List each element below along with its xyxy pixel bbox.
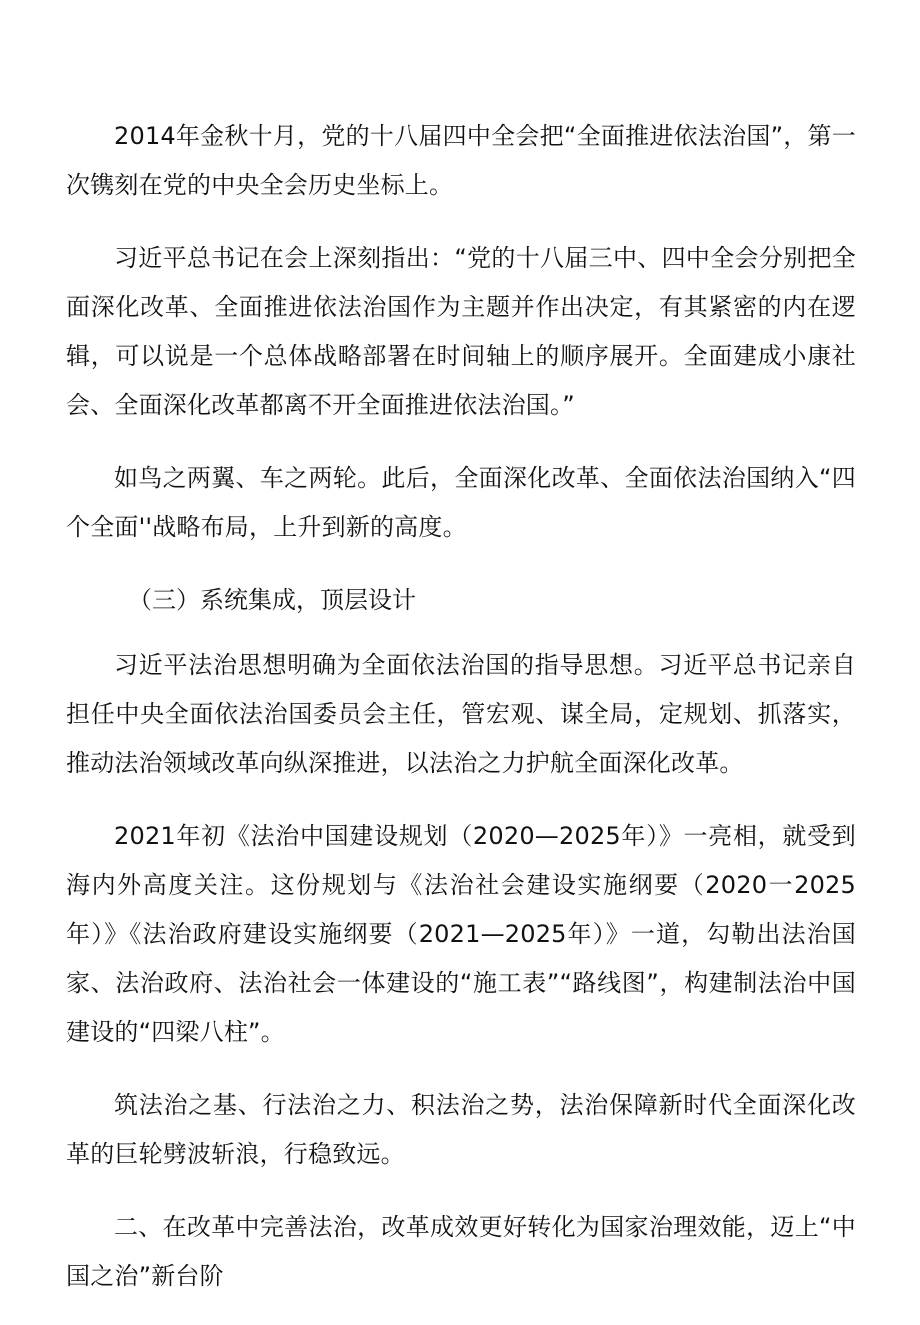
paragraph-rule-of-law-thought: 习近平法治思想明确为全面依法治国的指导思想。习近平总书记亲自担任中央全面依法治国委员会主任，管宏观、谋全局，定规划、抓落实，推动法治领域改革向纵深推进，以法治之力护航全面深化改革。 [66, 651, 856, 777]
paragraph-two-wings: 如鸟之两翼、车之两轮。此后，全面深化改革、全面依法治国纳入“四个全面''战略布局，上升到新的高度。 [66, 464, 856, 541]
section-heading-two: 二、在改革中完善法治，改革成效更好转化为国家治理效能，迈上“中国之治”新台阶 [66, 1213, 856, 1290]
paragraph-2021-plan: 2021年初《法治中国建设规划（2020—2025年）》一亮相，就受到海内外高度关注。这份规划与《法治社会建设实施纲要（2020一2025年）》《法治政府建设实施纲要（2021—2025年）》一道，勾勒出法治国家、法治政府、法治社会一体建设的“施工表”“路线图”，构建制法治中国建设的“四梁八柱”。 [66, 822, 856, 1046]
section-heading-system-integration: （三）系统集成，顶层设计 [128, 586, 416, 614]
document-body [66, 112, 856, 1325]
paragraph-fourth-plenum: 2014年金秋十月，党的十八届四中全会把“全面推进依法治国”，第一次镌刻在党的中央全会历史坐标上。 [66, 122, 856, 199]
paragraph-xi-quote: 习近平总书记在会上深刻指出：“党的十八届三中、四中全会分别把全面深化改革、全面推进依法治国作为主题并作出决定，有其紧密的内在逻辑，可以说是一个总体战略部署在时间轴上的顺序展开。全面建成小康社会、全面深化改革都离不开全面推进依法治国。” [66, 244, 856, 419]
paragraph-foundation: 筑法治之基、行法治之力、积法治之势，法治保障新时代全面深化改革的巨轮劈波斩浪，行稳致远。 [66, 1091, 856, 1168]
